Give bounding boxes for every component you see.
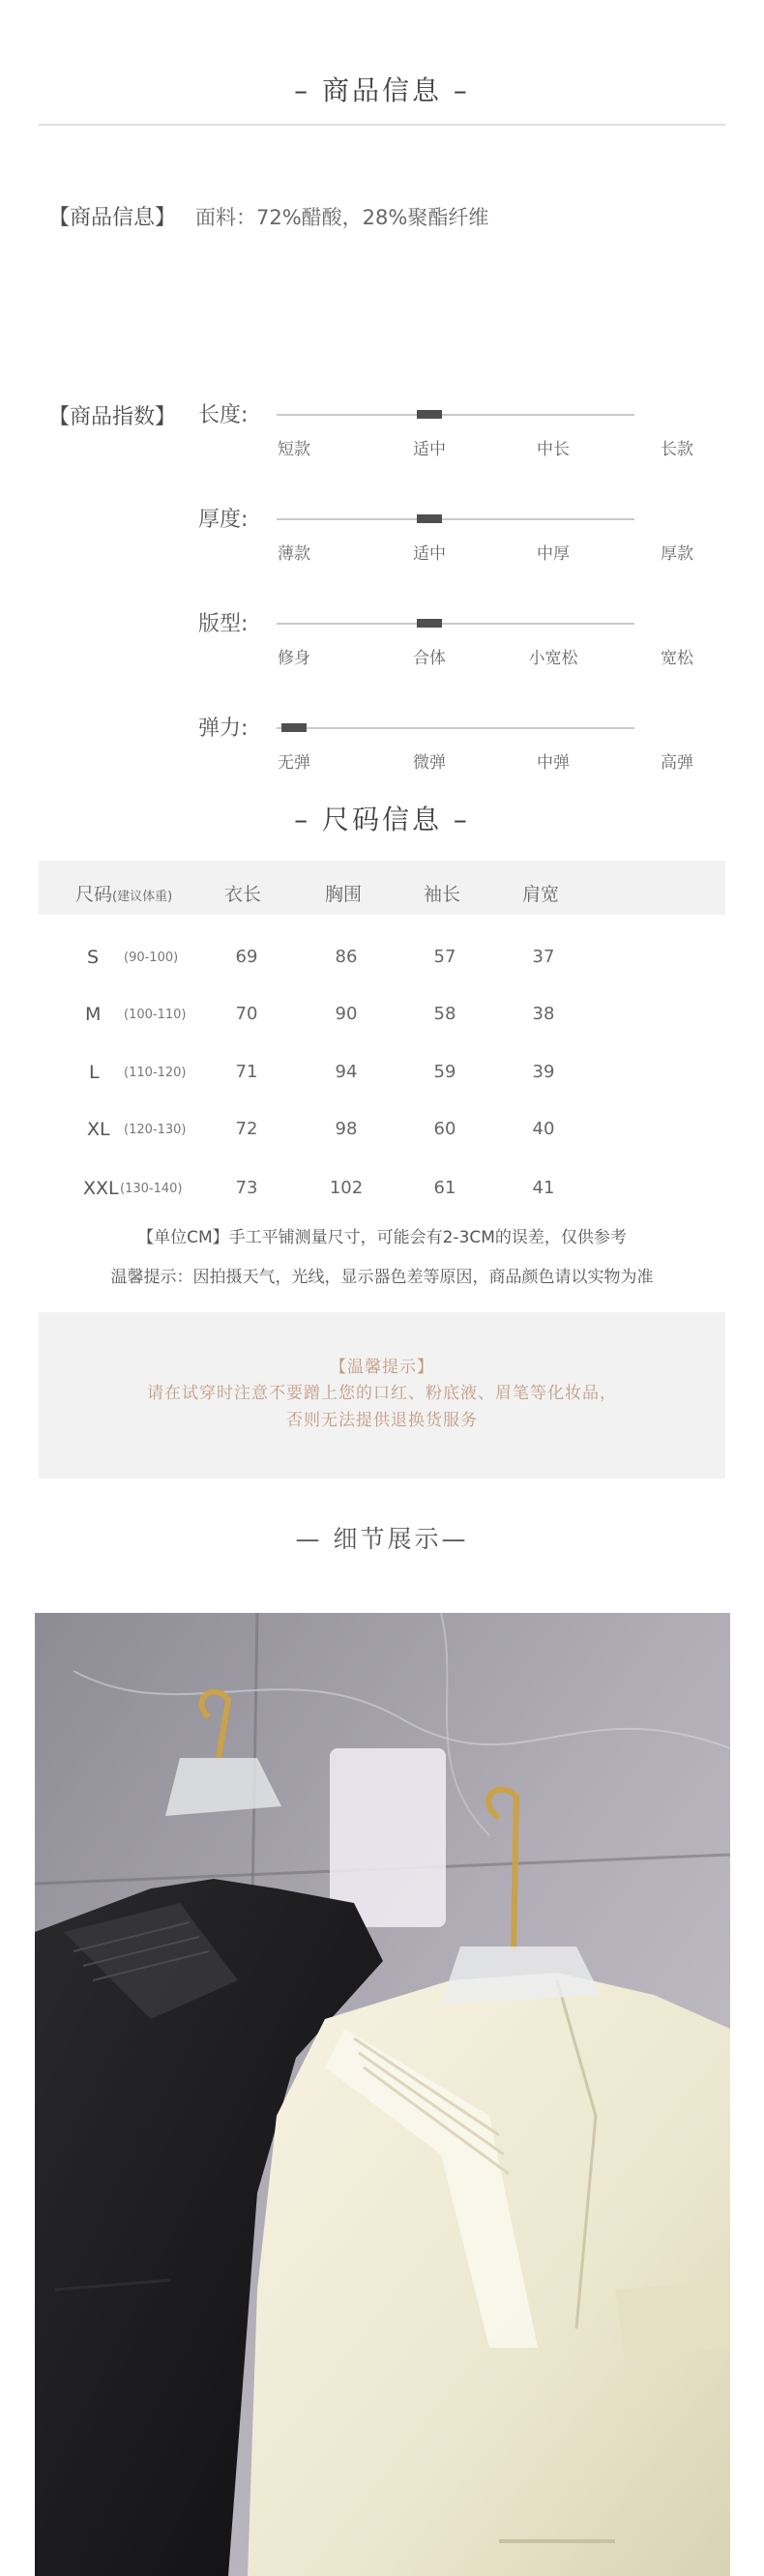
sleeve-cell: 61 — [433, 1178, 456, 1198]
length-header: 衣长 — [224, 884, 262, 905]
index-marker — [417, 514, 442, 523]
index-option: 厚款 — [661, 544, 693, 564]
size-info-title: – 尺码信息 – — [294, 804, 470, 835]
index-option: 中弹 — [537, 753, 570, 773]
shoulder-cell: 39 — [532, 1062, 555, 1082]
size-header — [75, 880, 172, 906]
sleeve-header: 袖长 — [424, 884, 461, 905]
sleeve-cell: 59 — [433, 1062, 456, 1082]
index-option: 宽松 — [661, 649, 693, 668]
index-option: 适中 — [413, 544, 446, 564]
color-note: 温馨提示：因拍摄天气，光线，显示器色差等原因，商品颜色请以实物为准 — [110, 1268, 654, 1287]
index-option: 适中 — [413, 440, 446, 459]
size-cell: XL — [87, 1119, 110, 1140]
chest-cell: 94 — [335, 1062, 358, 1082]
unit-note: 【单位CM】手工平铺测量尺寸，可能会有2-3CM的误差，仅供参考 — [137, 1228, 627, 1247]
shoulder-cell: 41 — [532, 1178, 555, 1198]
index-marker — [417, 410, 442, 419]
index-row-label: 长度: — [198, 403, 249, 427]
index-option: 小宽松 — [528, 649, 578, 668]
product-index-tag: 【商品指数】 — [48, 405, 177, 429]
index-option: 高弹 — [661, 753, 693, 773]
length-cell: 73 — [235, 1178, 258, 1198]
chest-cell: 98 — [335, 1119, 358, 1139]
chest-cell: 86 — [335, 947, 358, 967]
length-cell: 69 — [235, 947, 258, 967]
shoulder-cell: 38 — [532, 1004, 555, 1024]
length-cell: 70 — [235, 1004, 258, 1024]
size-range-cell: (90-100) — [124, 951, 179, 965]
index-row-label: 弹力: — [198, 717, 249, 741]
index-option: 中长 — [537, 440, 570, 459]
size-range-cell: (100-110) — [124, 1008, 187, 1022]
chest-cell: 90 — [335, 1004, 358, 1024]
size-range-cell: (130-140) — [120, 1182, 183, 1196]
index-row-label: 版型: — [198, 612, 249, 636]
shoulder-header: 肩宽 — [522, 884, 560, 905]
index-row-label: 厚度: — [198, 508, 249, 532]
blazer-hanger-photo — [35, 1613, 730, 2576]
index-track — [277, 623, 634, 625]
chest-cell: 102 — [329, 1178, 364, 1198]
size-range-cell: (120-130) — [124, 1123, 187, 1137]
material-text: 面料：72%醋酸，28%聚酯纤维 — [195, 206, 489, 229]
product-info-title: – 商品信息 – — [294, 74, 470, 106]
sleeve-cell: 60 — [433, 1119, 456, 1139]
length-cell: 72 — [235, 1119, 258, 1139]
warm-tip-line-1: 请在试穿时注意不要蹭上您的口红、粉底液、眉笔等化妆品， — [147, 1384, 617, 1403]
sleeve-cell: 58 — [433, 1004, 456, 1024]
warm-tip-line-2: 否则无法提供退换货服务 — [286, 1411, 478, 1430]
size-cell: XXL — [83, 1178, 119, 1199]
detail-title: — 细节展示— — [295, 1525, 469, 1553]
length-cell: 71 — [235, 1062, 258, 1082]
index-marker — [281, 723, 307, 732]
index-option: 无弹 — [278, 753, 310, 773]
size-header-note: (建议体重) — [112, 890, 173, 904]
index-option: 修身 — [278, 649, 310, 668]
sleeve-cell: 57 — [433, 947, 456, 967]
warm-tip-title: 【温馨提示】 — [330, 1358, 434, 1377]
index-option: 微弹 — [413, 753, 446, 773]
size-cell: S — [87, 947, 100, 968]
index-option: 薄款 — [278, 544, 310, 564]
detail-photo — [35, 1613, 730, 2576]
index-option: 中厚 — [537, 544, 570, 564]
index-option: 长款 — [661, 440, 693, 459]
size-cell: L — [89, 1062, 100, 1083]
shoulder-cell: 37 — [532, 947, 555, 967]
index-option: 合体 — [413, 649, 446, 668]
size-cell: M — [85, 1004, 102, 1025]
index-track — [277, 414, 634, 416]
shoulder-cell: 40 — [532, 1119, 555, 1139]
title-divider — [39, 124, 725, 126]
size-range-cell: (110-120) — [124, 1066, 187, 1080]
product-info-tag: 【商品信息】 — [48, 206, 177, 230]
index-marker — [417, 619, 442, 628]
chest-header: 胸围 — [325, 884, 363, 905]
index-option: 短款 — [278, 440, 310, 459]
index-track — [277, 518, 634, 520]
size-header-label: 尺码 — [75, 884, 113, 905]
index-track — [277, 727, 634, 729]
